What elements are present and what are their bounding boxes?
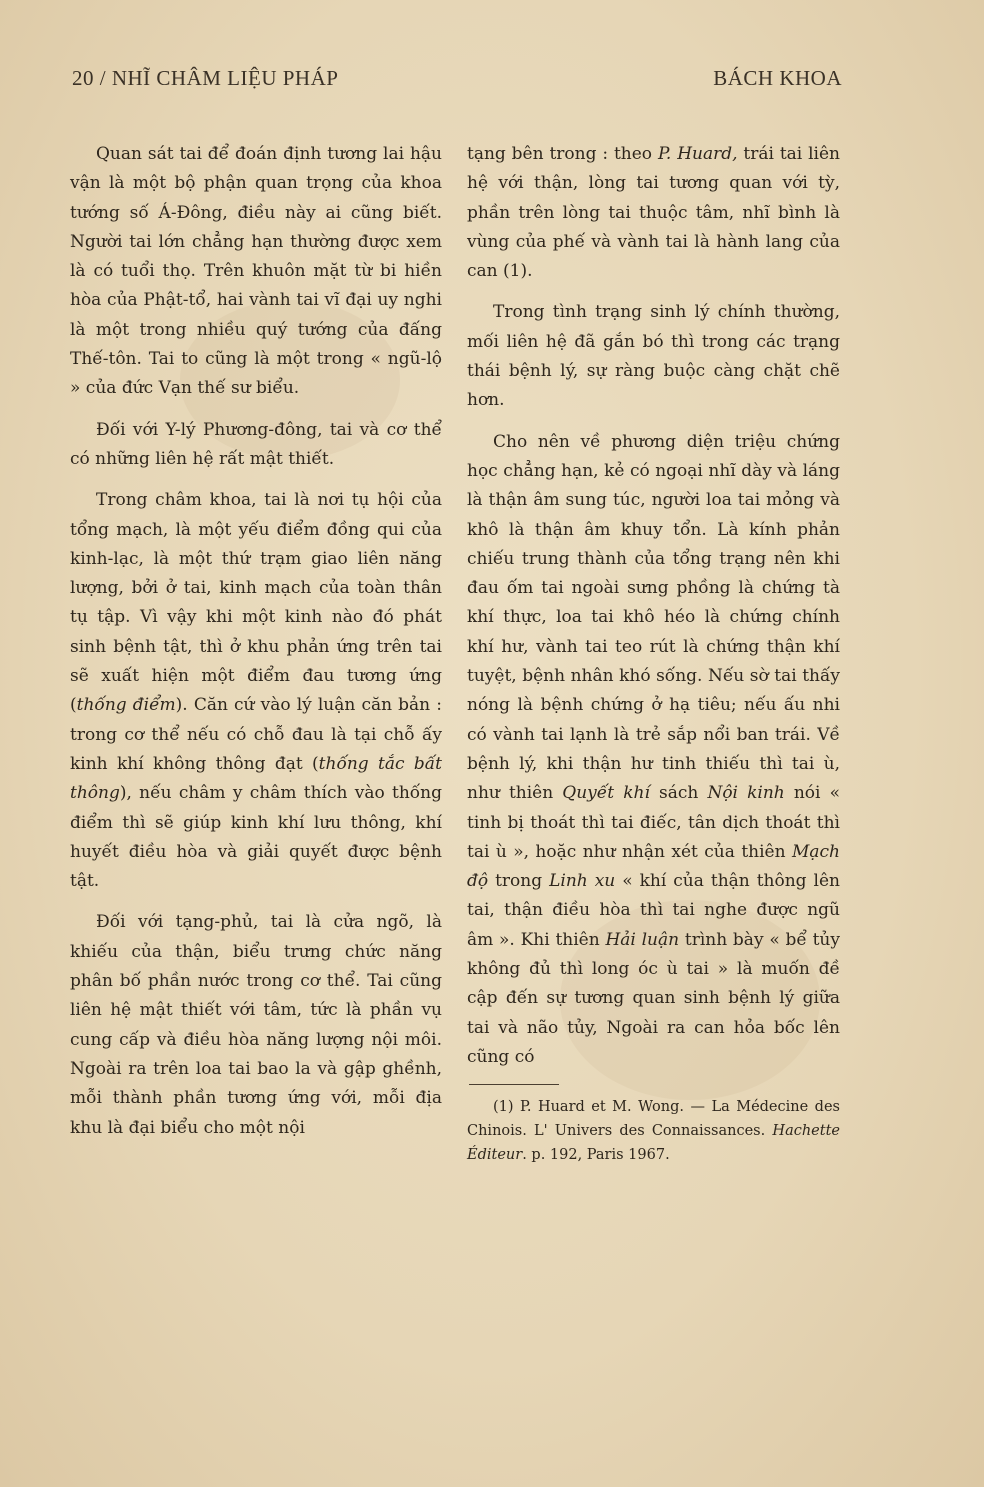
- paragraph: Trong tình trạng sinh lý chính thường, mối liên hệ đã gắn bó thì trong các trạng thái bệnh lý, sự ràng buộc càng chặt chẽ hơn.: [467, 302, 840, 411]
- paragraph: Trong châm khoa, tai là nơi tụ hội của tổng mạch, là một yếu điểm đồng qui của kinh-lạc, là một thứ trạm giao liên năng lượng, bởi ở tai, kinh mạch của toàn thân tụ tập. Vì vậy khi một kinh nào đó phát sinh bệnh tật, thì ở khu phản ứng trên tai sẽ xuất hiện một điểm đau tương ứng (thống điểm). Căn cứ vào lý luận căn bản : trong cơ thể nếu có chỗ đau là tại chỗ ấy kinh khí không thông đạt (thống tắc bất thông), nếu châm y châm thích vào thống điểm thì sẽ giúp kinh khí lưu thông, khí huyết điều hòa và giải quyết được bệnh tật.: [70, 490, 442, 892]
- running-head: [72, 66, 842, 100]
- paragraph: tạng bên trong : theo P. Huard, trái tai liên hệ với thận, lòng tai tương quan với tỳ, phần trên lòng tai thuộc tâm, nhĩ bình là vùng của phế và vành tai là hành lang của can (1).: [467, 144, 841, 282]
- header-right: BÁCH KHOA: [713, 66, 842, 90]
- paragraph: Quan sát tai để đoán định tương lai hậu vận là một bộ phận quan trọng của khoa tướng số Á-Đông, điều này ai cũng biết. Người tai lớn chẳng hạn thường được xem là có tuổi thọ. Trên khuôn mặt từ bi hiền hòa của Phật-tổ, hai vành tai vĩ đại uy nghi là một trong nhiều quý tướng của đấng Thế-tôn. Tai to cũng là một trong « ngũ-lộ » của đức Vạn thế sư biểu.: [70, 144, 442, 399]
- left-column: [70, 140, 442, 1155]
- paragraph: Cho nên về phương diện triệu chứng học chẳng hạn, kẻ có ngoại nhĩ dày và láng là thận âm sung túc, người loa tai mỏng và khô là thận âm khuy tổn. Là kính phản chiếu trung thành của tổng trạng nên khi đau ốm tai ngoài sưng phồng là chứng tà khí thực, loa tai khô héo là chứng chính khí hư, vành tai teo rút là chứng thận khí tuyệt, bệnh nhân khó sống. Nếu sờ tai thấy nóng là bệnh chứng ở hạ tiêu; nếu ấu nhi có vành tai lạnh là trẻ sắp nổi ban trái. Về bệnh lý, khi thận hư tinh thiếu thì tai ù, như thiên Quyết khí sách Nội kinh nói « tinh bị thoát thì tai điếc, tân dịch thoát thì tai ù », hoặc như nhận xét của thiên Mạch độ trong Linh xu « khí của thận thông lên tai, thận điều hòa thì tai nghe được ngũ âm ». Khi thiên Hải luận trình bày « bể tủy không đủ thì long óc ù tai » là muốn đề cập đến sự tương quan sinh bệnh lý giữa tai và não tủy, Ngoài ra can hỏa bốc lên cũng có: [467, 431, 840, 1067]
- paragraph: Đối với tạng-phủ, tai là cửa ngõ, là khiếu của thận, biểu trưng chức năng phân bố phần nước trong cơ thể. Tai cũng liên hệ mật thiết với tâm, tức là phần vụ cung cấp và điều hòa năng lượng nội môi. Ngoài ra trên loa tai bao la và gập ghềnh, mỗi thành phần tương ứng với, mỗi địa khu là đại biểu cho một nội: [70, 912, 442, 1138]
- footnote-divider: [469, 1084, 559, 1085]
- header-left: 20 / NHĨ CHÂM LIỆU PHÁP: [72, 66, 339, 90]
- paragraph: Đối với Y-lý Phương-đông, tai và cơ thể có những liên hệ rất mật thiết.: [70, 419, 442, 469]
- footnote: (1) P. Huard et M. Wong. — La Médecine des Chinois. L' Univers des Connaissances. Hachette Éditeur. p. 192, Paris 1967.: [467, 1099, 840, 1164]
- right-column: [467, 140, 840, 1179]
